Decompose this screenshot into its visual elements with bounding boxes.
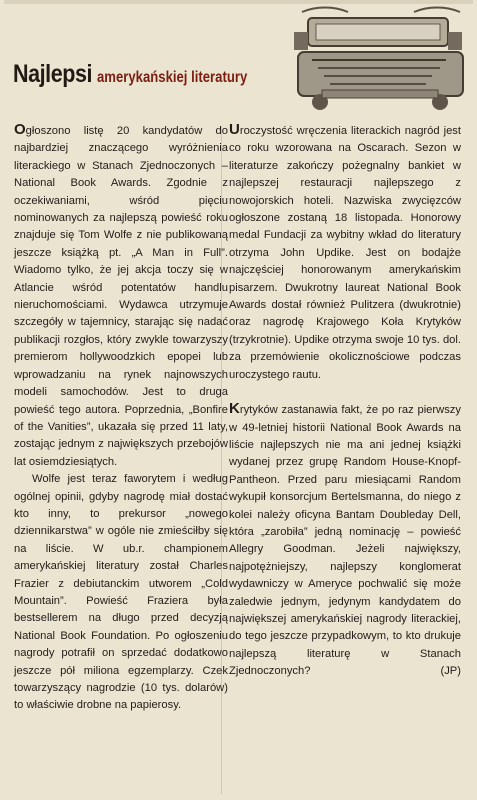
left-paragraph-1: [14, 122, 228, 471]
right-dropcap-1: U: [229, 121, 240, 138]
right-paragraph-1-text: roczystość wręczenia literackich nagród jest co roku wzorowana na Oscarach. Sezon w literaturze zakończy pożegnalny bankiet w najlepszej restauracji najlepszego z nowojorskich hoteli. Nazwiska zwycięzców ogłoszone zostaną 18 listopada. Honorowy medal Fundacji za wybitny wkład do literatury otrzyma John Updike. Jest on bodajże najczęściej honorowanym amerykańskim pisarzem. Dwukrotny laureat National Book Awards dostał również Pulitzera (dwukrotnie) oraz nagrodę Krajowego Koła Krytyków (trzykrotnie). Updike otrzyma swoje 10 tys. dol. za przemówienie okolicznościowe podczas uroczystego rautu.: [229, 125, 461, 381]
headline-sub: amerykańskiej literatury: [97, 69, 248, 86]
left-paragraph-1-text: głoszono listę 20 kandydatów do najbardziej znaczącego wyróżnienia literackiego w Stanach Zjednoczonych – National Book Awards. Zgodnie z oczekiwaniami, wśród pięciu nominowanych za najlepszą powieść roku znajduje się Tom Wolfe z nie publikowaną jeszcze książką pt. „A Man in Full”. Wiadomo tylko, że jej akcja toczy się w Atlancie wśród potentatów handlu nieruchomościami. Wydawca utrzymuje szczegóły w tajemnicy, starając się nadać publikacji rozgłos, który zwykle towarzyszy premierom hollywoodzkich epopei lub wprowadzaniu na rynek najnowszych modeli samochodów. Jest to druga powieść tego autora. Poprzednia, „Bonfire of the Vanities”, ukazała się przed 11 laty, zostając jednym z największych przebojów lat osiemdziesiątych.: [14, 125, 228, 468]
right-paragraph-1: [229, 122, 461, 384]
headline-main: Najlepsi: [13, 60, 93, 88]
signature: (JP): [440, 665, 461, 678]
left-dropcap: O: [14, 121, 26, 138]
left-paragraph-2: Wolfe jest teraz faworytem i według ogólnej opinii, gdyby nagrodę miał dostać kto inny, to prekursor „nowego dziennikarstwa” w ogóle nie zmieściłby się na liście. W ub.r. championem amerykańskiej literatury został Charles Frazier z debiutanckim utworem „Cold Mountain”. Powieść Fraziera była bestsellerem na długo przed decyzją National Book Foundation. Po ogłoszeniu nagrody potrafił on sprzedać dodatkowo jeszcze pół miliona egzemplarzy. Czek towarzyszący nagrodzie (10 tys. dolarów) to właściwie drobne na papierosy.: [14, 473, 228, 712]
typewriter-icon: [290, 2, 472, 120]
right-column: [229, 122, 461, 681]
right-dropcap-2: K: [229, 400, 240, 418]
headline: [13, 60, 281, 89]
left-column: [14, 122, 228, 715]
right-paragraph-2: [229, 401, 461, 681]
right-paragraph-2-text: rytyków zastanawia fakt, że po raz pierwszy w 49-letniej historii National Book Awards na liście najlepszych nie ma ani jednej książki wydanej przez grupę Random House-Knopf-Pantheon. Przed paru miesiącami Random wykupił konsorcjum Bertelsmanna, do niego z kolei należy oficyna Bantam Doubleday Dell, która „zarobiła” jedną nominację – powieść Allegry Goodman. Jeżeli największy, najpotężniejszy, najlepszy konglomerat wydawniczy w Ameryce pochwalić się może zaledwie jednym, jedynym kandydatem do największej amerykańskiej nagrody literackiej, do tego jeszcze przypadkowym, to kto drukuje najlepszą literaturę w Stanach Zjednoczonych?: [229, 404, 461, 678]
